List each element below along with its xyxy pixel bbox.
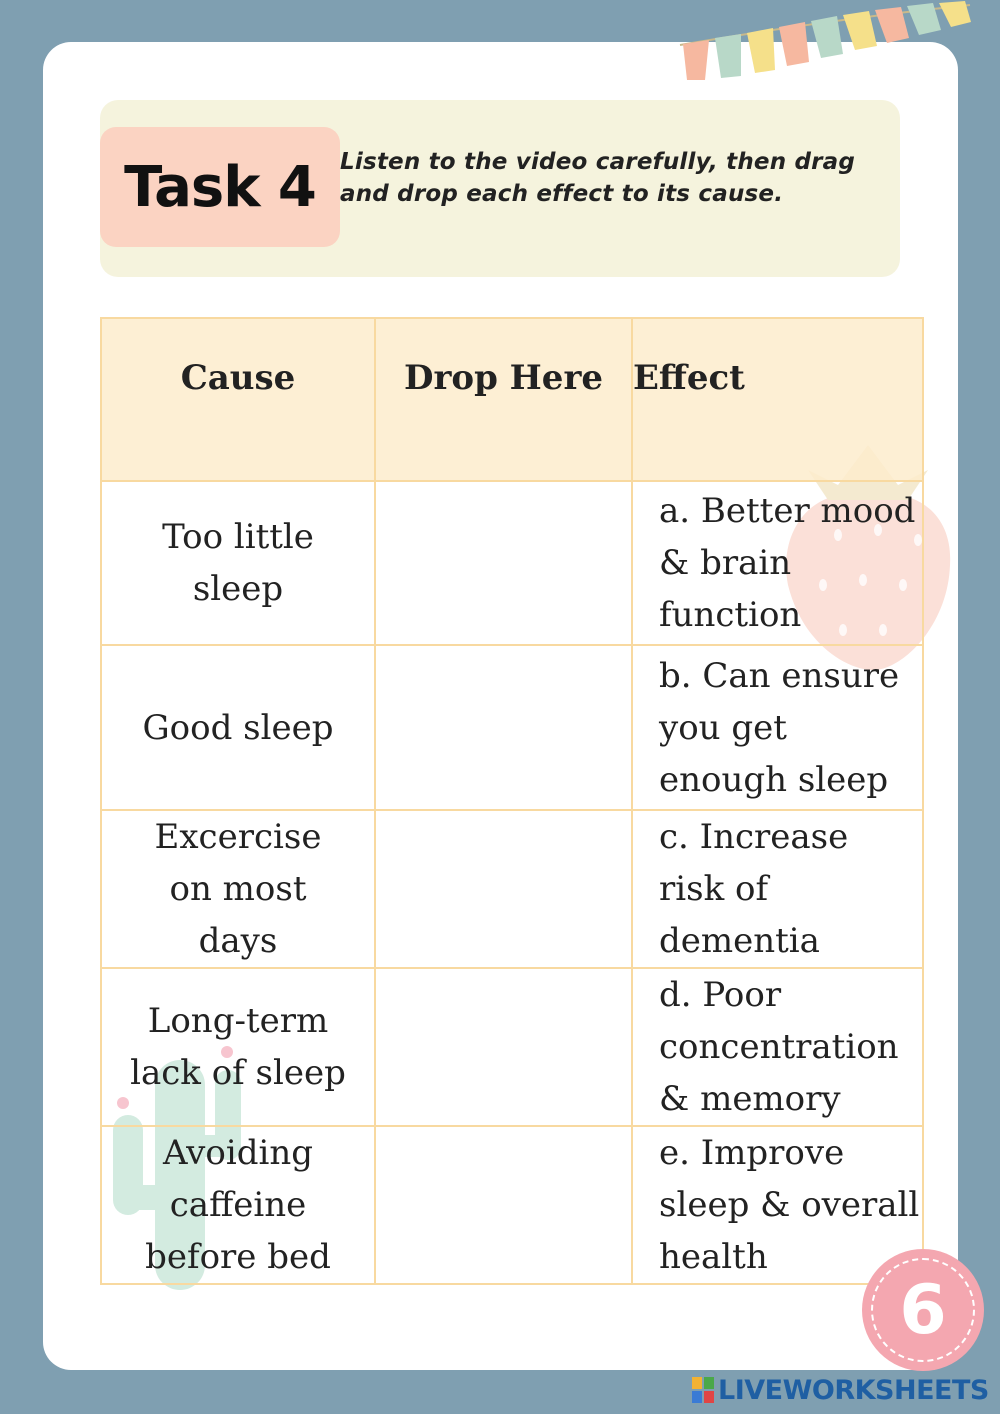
table-row bbox=[101, 645, 923, 810]
effect-cell[interactable]: d. Poor concentration & memory bbox=[632, 968, 923, 1126]
table-row bbox=[101, 481, 923, 645]
page-number-badge bbox=[862, 1249, 984, 1371]
cause-cell bbox=[101, 968, 375, 1126]
cause-cell bbox=[101, 1126, 375, 1284]
page-number: 6 bbox=[871, 1258, 975, 1362]
cause-text: Good sleep bbox=[142, 707, 334, 748]
table-row bbox=[101, 968, 923, 1126]
header-drop-here: Drop Here bbox=[375, 318, 632, 481]
cause-text: Avoiding caffeine before bed bbox=[145, 1133, 331, 1277]
cause-text: Excercise on most days bbox=[154, 817, 322, 961]
drop-zone[interactable] bbox=[375, 481, 632, 645]
effect-cell[interactable]: b. Can ensure you get enough sleep bbox=[632, 645, 923, 810]
task-instructions: Listen to the video carefully, then drag and drop each effect to its cause. bbox=[340, 149, 856, 207]
drop-zone[interactable] bbox=[375, 645, 632, 810]
drop-zone[interactable] bbox=[375, 1126, 632, 1284]
cause-text: Too little sleep bbox=[162, 517, 314, 609]
brand-name: LIVEWORKSHEETS bbox=[718, 1374, 989, 1406]
brand-footer[interactable] bbox=[692, 1374, 989, 1406]
table-header-row bbox=[101, 318, 923, 481]
drop-zone[interactable] bbox=[375, 968, 632, 1126]
header-effect: Effect bbox=[632, 318, 923, 481]
cause-text: Long-term lack of sleep bbox=[130, 1001, 346, 1093]
drop-zone[interactable] bbox=[375, 810, 632, 968]
effect-cell[interactable]: c. Increase risk of dementia bbox=[632, 810, 923, 968]
task-label: Task 4 bbox=[100, 127, 340, 247]
effect-cell[interactable]: e. Improve sleep & overall health bbox=[632, 1126, 923, 1284]
effect-cell[interactable]: a. Better mood & brain function bbox=[632, 481, 923, 645]
header-cause: Cause bbox=[101, 318, 375, 481]
cause-cell bbox=[101, 645, 375, 810]
table-row bbox=[101, 1126, 923, 1284]
cause-effect-table bbox=[100, 317, 924, 1285]
liveworksheets-logo-icon bbox=[692, 1377, 714, 1403]
cause-cell bbox=[101, 481, 375, 645]
bunting-decoration bbox=[675, 0, 975, 90]
table-row bbox=[101, 810, 923, 968]
cause-cell bbox=[101, 810, 375, 968]
